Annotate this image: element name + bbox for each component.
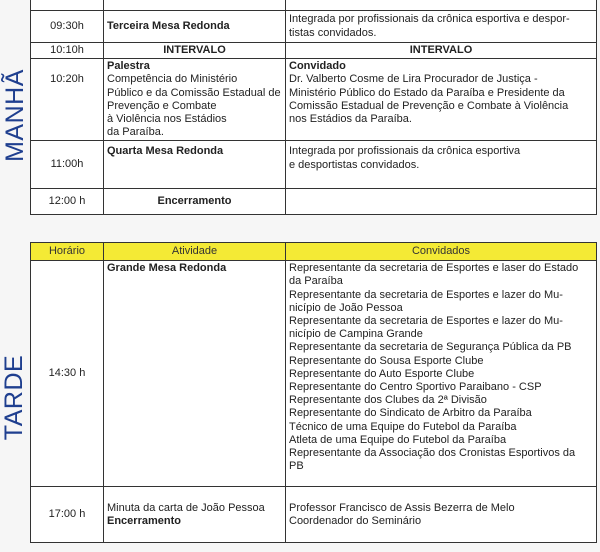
- guests-line: Técnico de uma Equipe do Futebol da Paraíba: [289, 420, 517, 433]
- guests-title: Convidado: [289, 60, 346, 73]
- header-activity: Atividade: [104, 243, 286, 261]
- guests-line: Integrada por profissionais da crônica esportiva e despor-: [289, 13, 570, 26]
- time-cell: 10:10h: [31, 43, 104, 59]
- activity-line: Competência do Ministério: [107, 73, 238, 86]
- table-row: [31, 141, 597, 189]
- activity-line: Prevenção e Combate: [107, 99, 217, 112]
- guests-line: Representante do Sindicato de Arbitro da Paraíba: [289, 407, 532, 420]
- table-row: [31, 261, 597, 487]
- activity-title: Quarta Mesa Redonda: [107, 145, 224, 158]
- activity-line: Minuta da carta de João Pessoa: [107, 501, 265, 514]
- guests-line: Professor Francisco de Assis Bezerra de Melo: [289, 501, 515, 514]
- activity-line: Público e da Comissão Estadual de: [107, 86, 281, 99]
- table-row: [31, 11, 597, 43]
- guests-line: Representante da secretaria de Esportes e lazer do Mu-: [289, 288, 563, 301]
- guests-line: nicípio de João Pessoa: [289, 301, 403, 314]
- time-cell: 10:20h: [31, 59, 104, 141]
- guests-line: Coordenador do Seminário: [289, 514, 422, 527]
- guests-line: Dr. Valberto Cosme de Lira Procurador de Justiça -: [289, 73, 538, 86]
- activity-line: da Paraíba.: [107, 126, 164, 139]
- header-time: Horário: [31, 243, 104, 261]
- guests-line: Representante do Sousa Esporte Clube: [289, 354, 484, 367]
- activity-title: Palestra: [107, 60, 150, 73]
- guests-line: nos Estádios da Paraíba.: [289, 113, 412, 126]
- guests-line: Comissão Estadual de Prevenção e Combate à Violência: [289, 99, 569, 112]
- time-cell: 12:00 h: [31, 189, 104, 215]
- guests-line: PB: [289, 460, 304, 473]
- guests-line: Integrada por profissionais da crônica esportiva: [289, 145, 521, 158]
- time-cell: 09:30h: [31, 11, 104, 43]
- activity-title: Terceira Mesa Redonda: [107, 19, 230, 32]
- guests-line: Representante da secretaria de Esportes e lazer do Mu-: [289, 315, 563, 328]
- guests-line: Representante da secretaria de Segurança Pública da PB: [289, 341, 572, 354]
- guests-line: Representante da secretaria de Esportes e laser do Estado: [289, 262, 579, 275]
- activity-title: Grande Mesa Redonda: [107, 262, 227, 275]
- activity-line: à Violência nos Estádios: [107, 113, 227, 126]
- guests-line: nicípio de Campina Grande: [289, 328, 423, 341]
- afternoon-side-label: TARDE: [0, 354, 29, 440]
- guests-line: da Paraíba: [289, 275, 343, 288]
- guests-line: Atleta de uma Equipe do Futebol da Paraíba: [289, 433, 507, 446]
- table-row: [31, 487, 597, 543]
- activity-title: INTERVALO: [104, 43, 286, 59]
- activity-title: Encerramento: [107, 514, 181, 527]
- table-row: [31, 43, 597, 59]
- guests-line: Representante da Associação dos Cronistas Esportivos da: [289, 447, 576, 460]
- guests-line: Representante do Auto Esporte Clube: [289, 367, 475, 380]
- guests-line: Representante do Centro Sportivo Paraibano - CSP: [289, 381, 542, 394]
- activity-title: Encerramento: [104, 189, 286, 215]
- time-cell: 11:00h: [31, 141, 104, 189]
- table-header-row: [31, 243, 597, 261]
- guests-line: e desportistas convidados.: [289, 158, 420, 171]
- time-cell: 14:30 h: [31, 261, 104, 487]
- guests-line: tistas convidados.: [289, 26, 377, 39]
- guests-title: INTERVALO: [286, 43, 597, 59]
- table-row: [31, 189, 597, 215]
- header-guests: Convidados: [286, 243, 597, 261]
- morning-schedule-table: [30, 0, 597, 215]
- morning-side-label: MANHÃ: [0, 68, 29, 162]
- guests-line: Representante dos Clubes da 2ª Divisão: [289, 394, 487, 407]
- time-cell: 17:00 h: [31, 487, 104, 543]
- afternoon-schedule-table: [30, 242, 597, 543]
- table-row: [31, 59, 597, 141]
- guests-line: Ministério Público do Estado da Paraíba e Presidente da: [289, 86, 565, 99]
